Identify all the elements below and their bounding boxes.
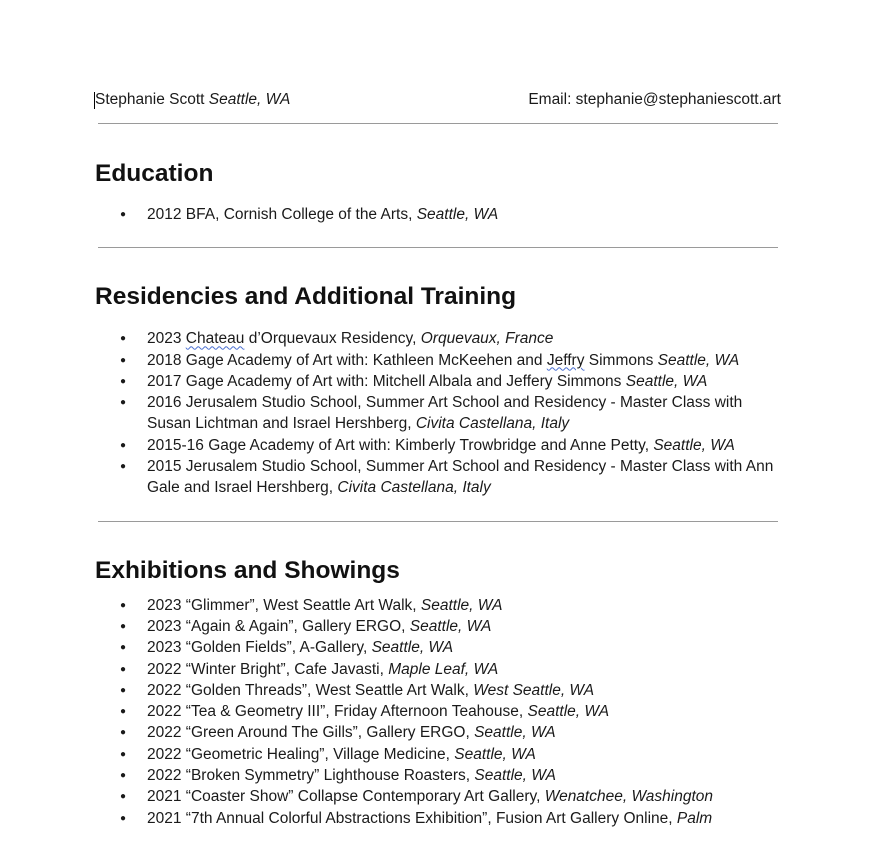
item-text: 2022 “Tea & Geometry III”, Friday Afternoon Teahouse, [147, 703, 528, 721]
spellcheck-word: Chateau [185, 330, 245, 348]
item-location: Wenatchee, Washington [544, 788, 714, 806]
item-location: Civita Castellana, Italy [337, 479, 491, 497]
item-text: 2023 [147, 330, 186, 348]
list-item [147, 786, 781, 807]
residencies-list [95, 328, 781, 498]
item-text: 2022 “Geometric Healing”, Village Medicine, [147, 745, 455, 763]
item-location: Maple Leaf, WA [388, 660, 499, 678]
resume-body [95, 90, 781, 829]
item-text: 2017 Gage Academy of Art with: Mitchell Albala and Jeffery Simmons [147, 372, 626, 390]
list-item [147, 744, 781, 765]
item-text: 2015-16 Gage Academy of Art with: Kimberly Trowbridge and Anne Petty, [147, 436, 654, 454]
header-location: Seattle, WA [208, 91, 291, 108]
list-item [147, 371, 781, 392]
item-text: 2015 Jerusalem Studio School, Summer Art School and Residency - Master Class with Ann Gale and Israel Hershberg, [147, 458, 774, 497]
text-cursor [94, 92, 95, 109]
item-text: Simmons [584, 351, 658, 369]
exhibitions-list [95, 595, 781, 829]
item-location: West Seattle, WA [473, 681, 595, 699]
list-item [147, 765, 781, 786]
item-location: Seattle, WA [474, 724, 556, 742]
item-location: Orquevaux, France [420, 330, 554, 348]
list-item [147, 595, 781, 616]
item-location: Seattle, WA [474, 767, 556, 785]
item-text: 2023 “Glimmer”, West Seattle Art Walk, [147, 596, 421, 614]
item-text: 2021 “7th Annual Colorful Abstractions Exhibition”, Fusion Art Gallery Online, [147, 809, 677, 827]
item-text: 2022 “Winter Bright”, Cafe Javasti, [147, 660, 389, 678]
item-text: 2016 Jerusalem Studio School, Summer Art School and Residency - Master Class with Susan Lichtman and Israel Hershberg, [147, 394, 743, 433]
section-heading-exhibitions: Exhibitions and Showings [95, 556, 400, 584]
list-item [147, 616, 781, 637]
horizontal-rule [98, 247, 778, 248]
list-item [147, 701, 781, 722]
list-item [147, 680, 781, 701]
section-heading-education: Education [95, 160, 214, 187]
section-heading-residencies: Residencies and Additional Training [95, 283, 517, 311]
item-location: Seattle, WA [454, 745, 536, 763]
item-text: 2023 “Again & Again”, Gallery ERGO, [147, 617, 410, 635]
item-text: 2022 “Broken Symmetry” Lighthouse Roasters, [147, 767, 475, 785]
education-list [95, 204, 781, 225]
list-item [147, 204, 781, 225]
item-location: Seattle, WA [653, 436, 735, 454]
item-location: Seattle, WA [657, 351, 740, 369]
item-location: Palm [676, 809, 713, 827]
spellcheck-word: Jeffry [546, 351, 585, 369]
item-text: 2022 “Golden Threads”, West Seattle Art Walk, [147, 681, 474, 699]
header-email[interactable]: Email: stephanie@stephaniescott.art [528, 91, 781, 108]
item-location: Civita Castellana, Italy [415, 415, 570, 433]
item-text: 2022 “Green Around The Gills”, Gallery ERGO, [147, 724, 475, 742]
header-name-location[interactable] [95, 90, 290, 110]
list-item [147, 392, 781, 435]
horizontal-rule [98, 123, 778, 124]
list-item [147, 435, 781, 456]
header-name: Stephanie Scott [95, 91, 205, 108]
item-text: 2012 BFA, Cornish College of the Arts, [147, 206, 417, 223]
list-item [147, 637, 781, 658]
list-item [147, 456, 781, 499]
item-location: Seattle, WA [416, 206, 499, 223]
item-text: d’Orquevaux Residency, [244, 330, 421, 348]
list-item [147, 659, 781, 680]
list-item [147, 808, 781, 829]
list-item [147, 350, 781, 371]
item-location: Seattle, WA [420, 596, 503, 614]
item-location: Seattle, WA [527, 703, 610, 721]
horizontal-rule [98, 521, 778, 522]
item-location: Seattle, WA [409, 617, 492, 635]
item-location: Seattle, WA [371, 639, 454, 657]
item-text: 2018 Gage Academy of Art with: Kathleen McKeehen and [147, 351, 547, 369]
resume-header [95, 90, 781, 110]
item-text: 2023 “Golden Fields”, A-Gallery, [147, 639, 372, 657]
item-text: 2021 “Coaster Show” Collapse Contemporary Art Gallery, [147, 788, 545, 806]
list-item [147, 328, 781, 349]
list-item [147, 722, 781, 743]
item-location: Seattle, WA [625, 372, 708, 390]
